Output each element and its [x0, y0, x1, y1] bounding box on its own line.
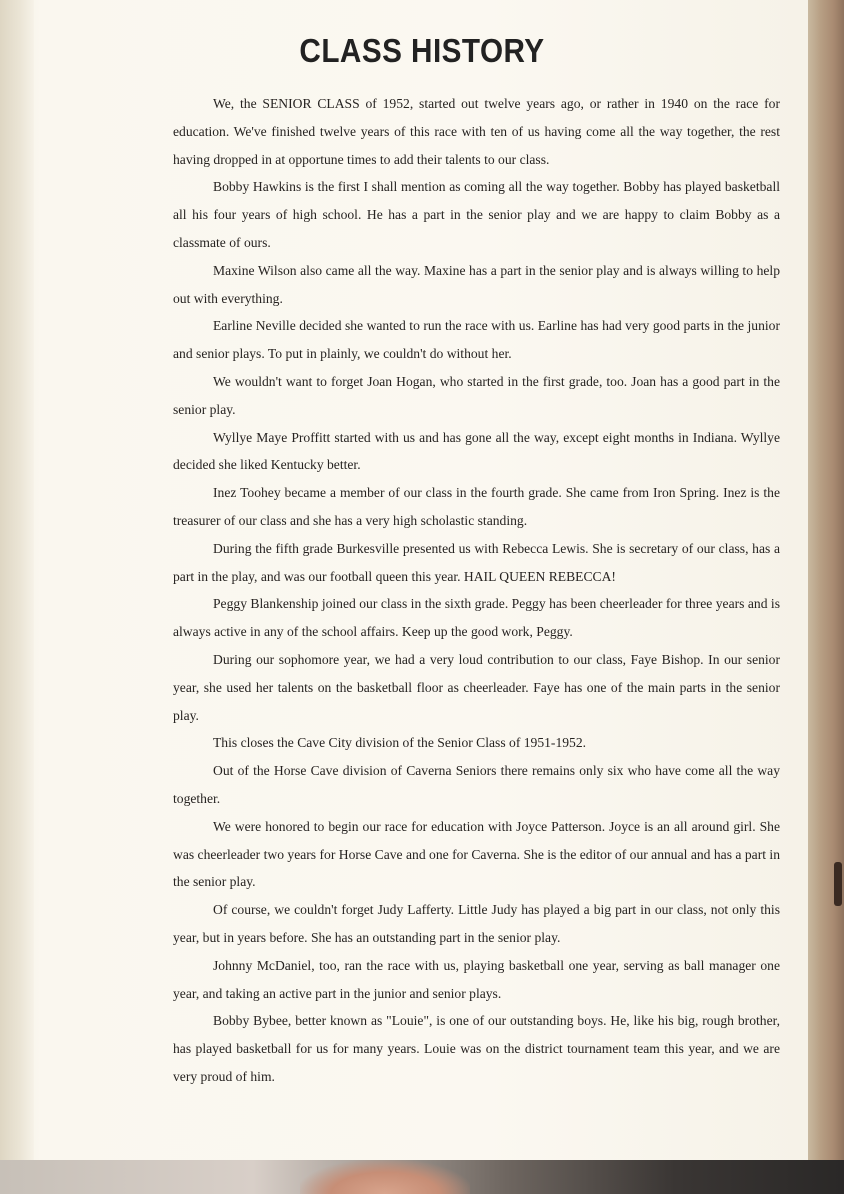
class-history-text — [173, 90, 780, 1091]
paragraph: Earline Neville decided she wanted to run the race with us. Earline has had very good parts in the junior and senior plays. To put in plainly, we couldn't do without her. — [173, 318, 780, 362]
paragraph: Bobby Hawkins is the first I shall mention as coming all the way together. Bobby has played basketball all his four years of high school. He has a part in the senior play and we are happy to claim Bobby as a classmate of ours. — [173, 179, 780, 250]
paragraph: Wyllye Maye Proffitt started with us and has gone all the way, except eight months in Indiana. Wyllye decided she liked Kentucky better. — [173, 429, 780, 473]
paragraph: During our sophomore year, we had a very loud contribution to our class, Faye Bishop. In our senior year, she used her talents on the basketball floor as cheerleader. Faye has one of the main parts in the senior play. — [173, 651, 780, 723]
page-stack-edge — [808, 0, 844, 1160]
binding-tab — [834, 862, 842, 906]
paragraph: Out of the Horse Cave division of Caverna Seniors there remains only six who have come all the way together. — [173, 763, 780, 806]
paragraph: We, the SENIOR CLASS of 1952, started out twelve years ago, or rather in 1940 on the race for education. We've finished twelve years of this race with ten of us having come all the way together, the rest having dropped in at opportune times to add their talents to our class. — [173, 96, 780, 167]
page-title: CLASS HISTORY — [299, 32, 545, 69]
paragraph: Peggy Blankenship joined our class in the sixth grade. Peggy has been cheerleader for three years and is always active in any of the school affairs. Keep up the good work, Peggy. — [173, 596, 780, 640]
paragraph: During the fifth grade Burkesville presented us with Rebecca Lewis. She is secretary of our class, has a part in the play, and was our football queen this year. HAIL QUEEN REBECCA! — [173, 540, 780, 584]
paragraph: This closes the Cave City division of the Senior Class of 1951-1952. — [213, 735, 587, 751]
paragraph: We were honored to begin our race for education with Joyce Patterson. Joyce is an all around girl. She was cheerleader two years for Horse Cave and one for Caverna. She is the editor of our annual and has a part in the senior play. — [173, 818, 780, 890]
page-gutter — [0, 0, 34, 1160]
paragraph: We wouldn't want to forget Joan Hogan, who started in the first grade, too. Joan has a good part in the senior play. — [173, 373, 780, 417]
paragraph: Of course, we couldn't forget Judy Lafferty. Little Judy has played a big part in our class, not only this year, but in years before. She has an outstanding part in the senior play. — [173, 902, 780, 945]
paragraph: Bobby Bybee, better known as "Louie", is one of our outstanding boys. He, like his big, rough brother, has played basketball for us for many years. Louie was on the district tournament team this year, and we are very proud of him. — [173, 1013, 780, 1084]
thumb-shadow — [300, 1160, 470, 1194]
paragraph: Inez Toohey became a member of our class in the fourth grade. She came from Iron Spring. Inez is the treasurer of our class and she has a very high scholastic standing. — [173, 485, 780, 528]
paragraph: Johnny McDaniel, too, ran the race with us, playing basketball one year, serving as ball manager one year, and taking an active part in the junior and senior plays. — [173, 957, 780, 1001]
paragraph: Maxine Wilson also came all the way. Maxine has a part in the senior play and is always willing to help out with everything. — [173, 262, 780, 306]
